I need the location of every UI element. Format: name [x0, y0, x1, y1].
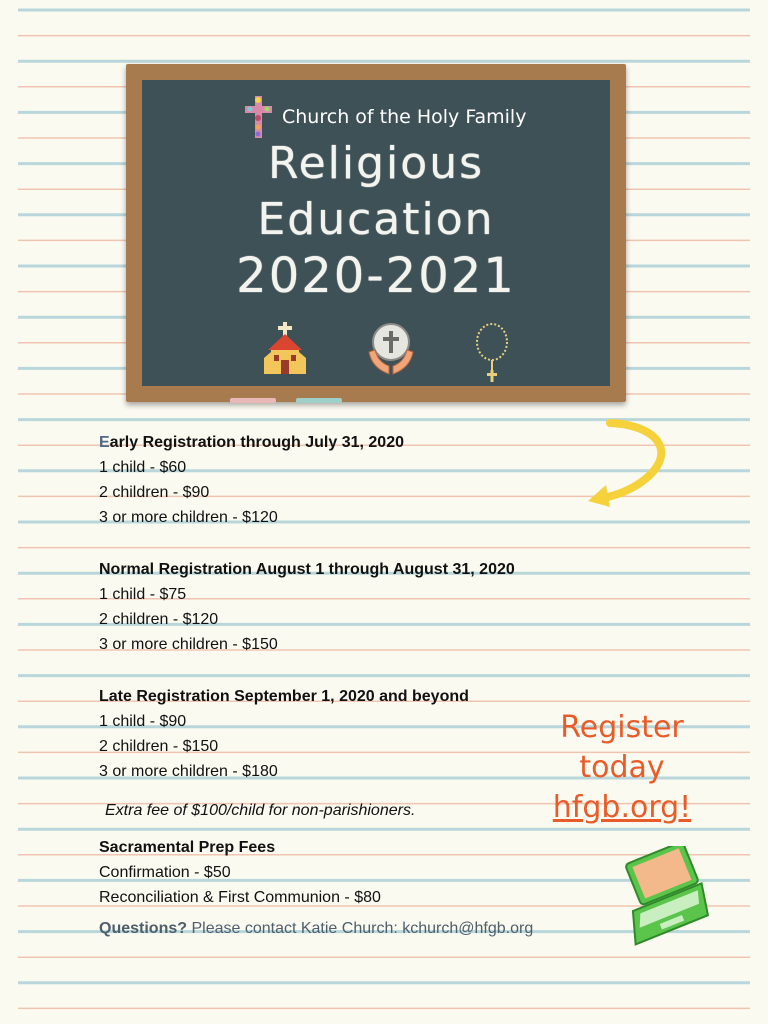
chalkboard-surface — [142, 80, 610, 386]
normal-fee-item: 3 or more children - $150 — [99, 636, 278, 653]
fee-schedule — [99, 430, 619, 938]
late-registration-heading: Late Registration September 1, 2020 and beyond — [99, 688, 469, 705]
church-header — [242, 94, 526, 140]
normal-fee-item: 1 child - $75 — [99, 586, 187, 603]
normal-fee-item: 2 children - $120 — [99, 611, 219, 628]
register-callout — [548, 708, 696, 828]
sacramental-heading: Sacramental Prep Fees — [99, 839, 276, 856]
title-line-year: 2020-2021 — [236, 248, 516, 304]
questions-contact: Questions? Please contact Katie Church: kchurch@hfgb.org — [99, 920, 534, 937]
early-fee-item: 2 children - $90 — [99, 484, 210, 501]
title-line-education: Education — [257, 194, 495, 245]
church-name: Church of the Holy Family — [282, 106, 527, 128]
cross-icon — [242, 94, 274, 140]
title-line-religious: Religious — [268, 138, 484, 189]
church-icon — [262, 322, 308, 378]
register-link[interactable]: hfgb.org! — [552, 790, 692, 825]
sacramental-fee-item: Reconciliation & First Communion - $80 — [99, 889, 381, 906]
rosary-icon — [472, 322, 512, 384]
late-fee-item: 2 children - $150 — [99, 738, 219, 755]
early-registration-heading: Early Registration through July 31, 2020 — [99, 434, 404, 451]
chalk-pink — [230, 398, 276, 403]
chalk-blue — [296, 398, 342, 403]
late-fee-item: 3 or more children - $180 — [99, 763, 278, 780]
laptop-icon — [612, 846, 718, 948]
normal-registration-heading: Normal Registration August 1 through August 31, 2020 — [99, 561, 515, 578]
chalkboard — [126, 64, 626, 402]
register-line: today — [579, 750, 665, 785]
extra-fee-note: Extra fee of $100/child for non-parishioners. — [105, 802, 416, 819]
late-fee-item: 1 child - $90 — [99, 713, 187, 730]
sacramental-fee-item: Confirmation - $50 — [99, 864, 231, 881]
early-fee-item: 1 child - $60 — [99, 459, 187, 476]
eucharist-hands-icon — [366, 322, 416, 378]
register-line: Register — [560, 710, 684, 745]
early-fee-item: 3 or more children - $120 — [99, 509, 278, 526]
